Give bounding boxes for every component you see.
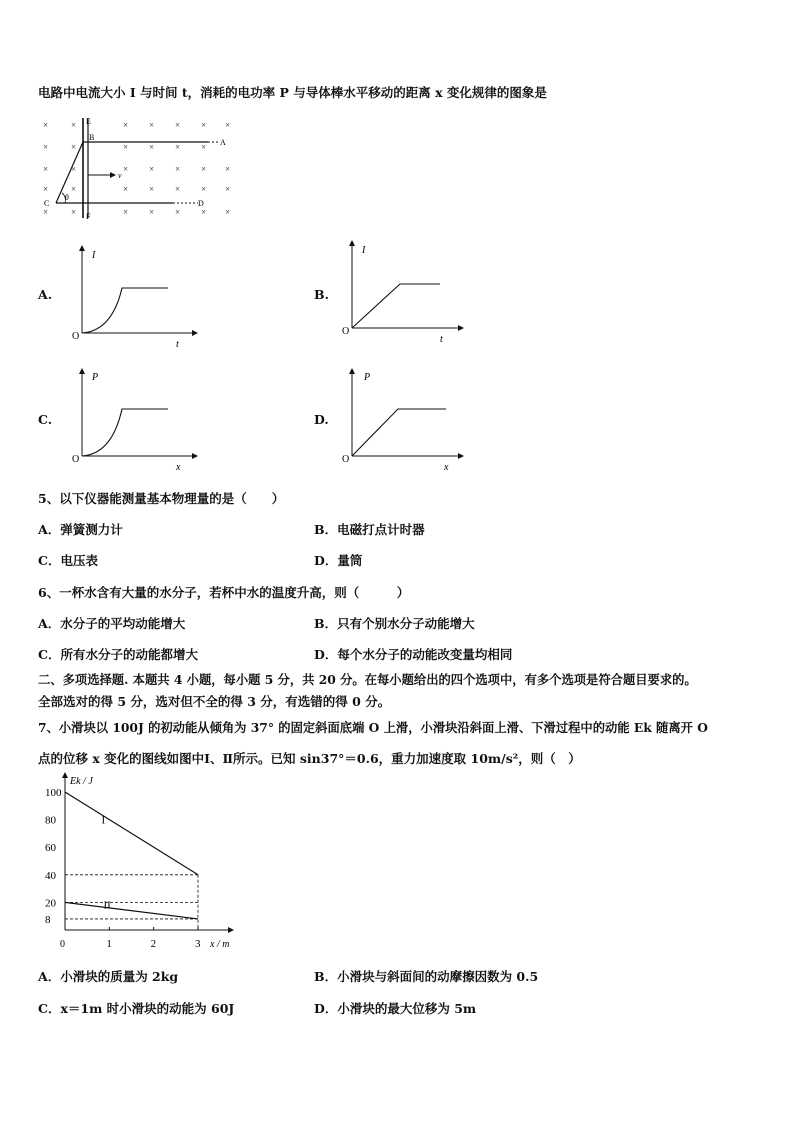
- ek-x-arrow: [228, 927, 234, 933]
- ek-y-tick: 8: [45, 913, 51, 926]
- q5-stem: 5、以下仪器能测量基本物理量的是（ ）: [38, 491, 285, 506]
- q4-option-b-graph[interactable]: [340, 240, 470, 345]
- point-F: F: [86, 212, 91, 221]
- field-cross: ×: [175, 164, 181, 174]
- q5-option-d[interactable]: D．量筒: [314, 553, 363, 568]
- ek-x-tick: 1: [106, 938, 112, 950]
- q5-option-b[interactable]: B．电磁打点计时器: [314, 522, 425, 537]
- field-cross: ×: [71, 184, 77, 194]
- q4-b-xaxis: t: [440, 334, 443, 345]
- ek-y-tick: 20: [45, 897, 56, 910]
- q4-option-d-graph[interactable]: [340, 366, 470, 471]
- section2-line2: 全部选对的得 5 分，选对但不全的得 3 分，有选错的得 0 分。: [38, 694, 391, 709]
- ek-chart: [40, 770, 250, 955]
- ek-y-tick: 80: [45, 814, 56, 827]
- field-cross: ×: [43, 184, 49, 194]
- section2-line1: 二、多项选择题. 本题共 4 小题，每小题 5 分，共 20 分。在每小题给出的四个选项中，有多个选项是符合题目要求的。: [38, 672, 697, 687]
- q4-b-yaxis: I: [362, 245, 366, 256]
- field-cross: ×: [123, 184, 129, 194]
- ek-y-axis-label: Ek / J: [70, 776, 93, 787]
- q4-d-xaxis: x: [444, 462, 449, 473]
- point-E: E: [86, 117, 91, 126]
- ek-x-axis-label: x / m: [210, 939, 230, 950]
- theta-label: θ: [65, 193, 69, 202]
- q4-c-yaxis: P: [92, 372, 99, 383]
- ek-y-tick: 100: [45, 787, 62, 799]
- q4-stem: 电路中电流大小 I 与时间 t，消耗的电功率 P 与导体棒水平移动的距离 x 变化规律的图象是: [38, 85, 547, 100]
- point-D: D: [198, 199, 204, 208]
- field-cross: ×: [149, 164, 155, 174]
- field-cross: ×: [225, 207, 231, 217]
- field-cross: ×: [201, 164, 207, 174]
- point-C: C: [44, 199, 50, 208]
- q7-option-a[interactable]: A．小滑块的质量为 2kg: [38, 969, 179, 984]
- point-A: A: [220, 138, 226, 147]
- field-cross: ×: [123, 207, 129, 217]
- field-cross: ×: [201, 142, 207, 152]
- field-cross: ×: [201, 120, 207, 130]
- ek-y-arrow: [62, 772, 68, 778]
- ek-series-line-II: [65, 899, 198, 919]
- field-cross: ×: [149, 120, 155, 130]
- q4-option-c-label: C.: [38, 412, 53, 427]
- q4-d-origin: O: [342, 454, 350, 465]
- field-cross: ×: [225, 164, 231, 174]
- field-cross: ×: [71, 120, 77, 130]
- field-cross: ×: [175, 120, 181, 130]
- q4-a-yaxis: I: [92, 250, 96, 261]
- field-cross: ×: [149, 184, 155, 194]
- field-cross: ×: [175, 207, 181, 217]
- ek-series-line-I: [65, 792, 198, 875]
- q7-line1: 7、小滑块以 100J 的初动能从倾角为 37° 的固定斜面底端 O 上滑，小滑块沿斜面上滑、下滑过程中的动能 Ek 随离开 O: [38, 720, 708, 735]
- q4-c-xaxis: x: [176, 462, 181, 473]
- q7-option-b[interactable]: B．小滑块与斜面间的动摩擦因数为 0.5: [314, 969, 539, 984]
- q7-line2: 点的位移 x 变化的图线如图中Ⅰ、Ⅱ所示。已知 sin37°＝0.6，重力加速度取 10m/s²，则（ ）: [38, 751, 581, 766]
- field-cross: ×: [43, 120, 49, 130]
- field-cross: ×: [123, 142, 129, 152]
- field-cross: ×: [71, 164, 77, 174]
- ek-x-tick: 2: [150, 938, 157, 950]
- field-cross: ×: [175, 142, 181, 152]
- q4-option-a-graph[interactable]: [70, 243, 200, 348]
- field-cross: ×: [149, 142, 155, 152]
- q4-option-c-graph[interactable]: [70, 366, 200, 471]
- field-cross: ×: [149, 207, 155, 217]
- ek-series-label: I: [101, 814, 106, 827]
- field-cross: ×: [43, 207, 49, 217]
- field-cross: ×: [175, 184, 181, 194]
- q4-a-xaxis: t: [176, 339, 179, 350]
- q4-c-origin: O: [72, 454, 80, 465]
- field-cross: ×: [123, 120, 129, 130]
- ek-x-tick: 3: [195, 938, 201, 950]
- q6-option-b[interactable]: B．只有个别水分子动能增大: [314, 616, 475, 631]
- q4-option-d-label: D.: [314, 412, 329, 427]
- field-cross: ×: [123, 164, 129, 174]
- field-cross: ×: [43, 164, 49, 174]
- field-cross: ×: [71, 207, 77, 217]
- ek-series-label: II: [103, 899, 111, 912]
- q7-option-d[interactable]: D．小滑块的最大位移为 5m: [314, 1001, 477, 1016]
- magnetic-field-figure: [38, 112, 238, 224]
- field-cross: ×: [225, 184, 231, 194]
- ek-y-tick: 60: [45, 842, 56, 855]
- ek-y-tick: 40: [45, 869, 56, 882]
- field-cross: ×: [201, 184, 207, 194]
- point-B: B: [89, 133, 95, 142]
- q6-option-c[interactable]: C．所有水分子的动能都增大: [38, 647, 198, 662]
- velocity-label: v: [118, 171, 122, 180]
- q6-option-d[interactable]: D．每个水分子的动能改变量均相同: [314, 647, 513, 662]
- ek-origin-label: 0: [60, 939, 65, 950]
- q5-option-c[interactable]: C．电压表: [38, 553, 98, 568]
- field-cross: ×: [201, 207, 207, 217]
- q5-option-a[interactable]: A．弹簧测力计: [38, 522, 123, 537]
- field-cross: ×: [43, 142, 49, 152]
- q4-option-a-label: A.: [38, 287, 53, 302]
- q6-option-a[interactable]: A．水分子的平均动能增大: [38, 616, 186, 631]
- q4-a-origin: O: [72, 331, 80, 342]
- field-cross: ×: [225, 120, 231, 130]
- q6-stem: 6、一杯水含有大量的水分子，若杯中水的温度升高，则（ ）: [38, 585, 410, 600]
- q7-option-c[interactable]: C．x＝1m 时小滑块的动能为 60J: [38, 1001, 235, 1016]
- q4-d-yaxis: P: [364, 372, 371, 383]
- q4-option-b-label: B.: [314, 287, 329, 302]
- q4-b-origin: O: [342, 326, 350, 337]
- field-cross: ×: [71, 142, 77, 152]
